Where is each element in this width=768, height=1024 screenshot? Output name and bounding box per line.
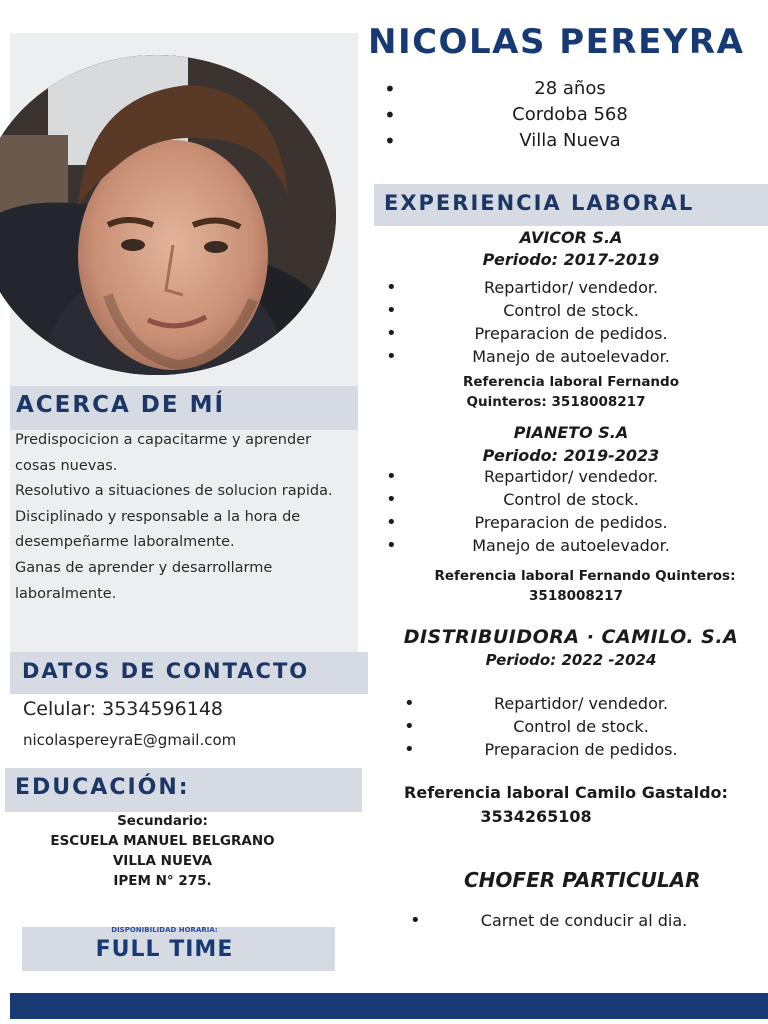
job-task: • Control de stock.: [376, 488, 766, 511]
job-period: Periodo: 2019-2023: [482, 446, 660, 465]
education-line: Secundario:: [117, 813, 208, 829]
availability-value: FULL TIME: [95, 937, 234, 962]
education-line: IPEM N° 275.: [113, 873, 212, 889]
about-title: ACERCA DE MÍ: [16, 392, 226, 418]
job-task: • Carnet de conducir al dia.: [400, 909, 768, 932]
contact-phone: Celular: 3534596148: [23, 698, 224, 720]
job-task-list: [376, 465, 766, 557]
contact-email[interactable]: nicolaspereyraE@gmail.com: [23, 731, 237, 749]
job-entry: [376, 228, 766, 412]
job-task: • Repartidor/ vendedor.: [376, 276, 766, 299]
job-task-list: [376, 276, 766, 368]
contact-title: DATOS DE CONTACTO: [22, 659, 310, 683]
about-line: Predispocicion a capacitarme y aprender cosas nuevas.: [15, 432, 312, 474]
job-task-list: [400, 909, 768, 932]
education-title: EDUCACIÓN:: [15, 775, 190, 800]
about-header-band: [10, 386, 358, 430]
personal-info-list: [380, 76, 760, 154]
job-task: • Repartidor/ vendedor.: [376, 465, 766, 488]
job-reference-line: Referencia laboral Fernando Quinteros:: [434, 568, 736, 584]
availability-label: DISPONIBILIDAD HORARIA:: [111, 926, 218, 934]
job-task: • Preparacion de pedidos.: [394, 738, 768, 761]
experience-header-band: [374, 184, 768, 226]
personal-age: • 28 años: [380, 76, 760, 102]
job-company: PIANETO S.A: [513, 423, 629, 442]
job-task: • Manejo de autoelevador.: [376, 345, 766, 368]
education-line: ESCUELA MANUEL BELGRANO: [50, 833, 275, 849]
job-reference-line: 3534265108: [480, 807, 592, 826]
about-line: Resolutivo a situaciones de solucion rapida.: [15, 483, 333, 500]
job-period: Periodo: 2022 -2024: [485, 651, 657, 669]
job-entry: [374, 626, 768, 829]
about-line: Disciplinado y responsable a la hora de desempeñarme laboralmente.: [15, 508, 301, 551]
footer-bar: [10, 993, 768, 1019]
job-company: DISTRIBUIDORA · CAMILO. S.A: [403, 626, 739, 648]
job-task: • Repartidor/ vendedor.: [394, 692, 768, 715]
availability-band: [22, 927, 335, 971]
job-reference-line: 3518008217: [529, 588, 623, 604]
about-line: Ganas de aprender y desarrollarme laboralmente.: [15, 559, 273, 602]
candidate-name: NICOLAS PEREYRA: [368, 22, 745, 62]
education-line: VILLA NUEVA: [112, 853, 213, 869]
about-text: [15, 428, 350, 607]
contact-header-band: [10, 652, 368, 694]
job-reference-line: Quinteros: 3518008217: [466, 394, 646, 410]
job-reference-line: Referencia laboral Camilo Gastaldo:: [404, 783, 728, 802]
job-period: Periodo: 2017-2019: [482, 250, 660, 269]
job-task: • Manejo de autoelevador.: [376, 534, 766, 557]
personal-address: • Cordoba 568: [380, 102, 760, 128]
job-reference-line: Referencia laboral Fernando: [463, 374, 679, 390]
job-task: • Preparacion de pedidos.: [376, 322, 766, 345]
job-task: • Preparacion de pedidos.: [376, 511, 766, 534]
personal-city: • Villa Nueva: [380, 128, 760, 154]
job-entry: [400, 868, 768, 932]
job-task-list: [394, 692, 768, 761]
education-details: [10, 811, 315, 891]
experience-title: EXPERIENCIA LABORAL: [384, 191, 695, 215]
job-task: • Control de stock.: [376, 299, 766, 322]
job-company: AVICOR S.A: [519, 228, 623, 247]
job-entry: [376, 423, 766, 606]
job-company: CHOFER PARTICULAR: [464, 868, 701, 892]
job-task: • Control de stock.: [394, 715, 768, 738]
